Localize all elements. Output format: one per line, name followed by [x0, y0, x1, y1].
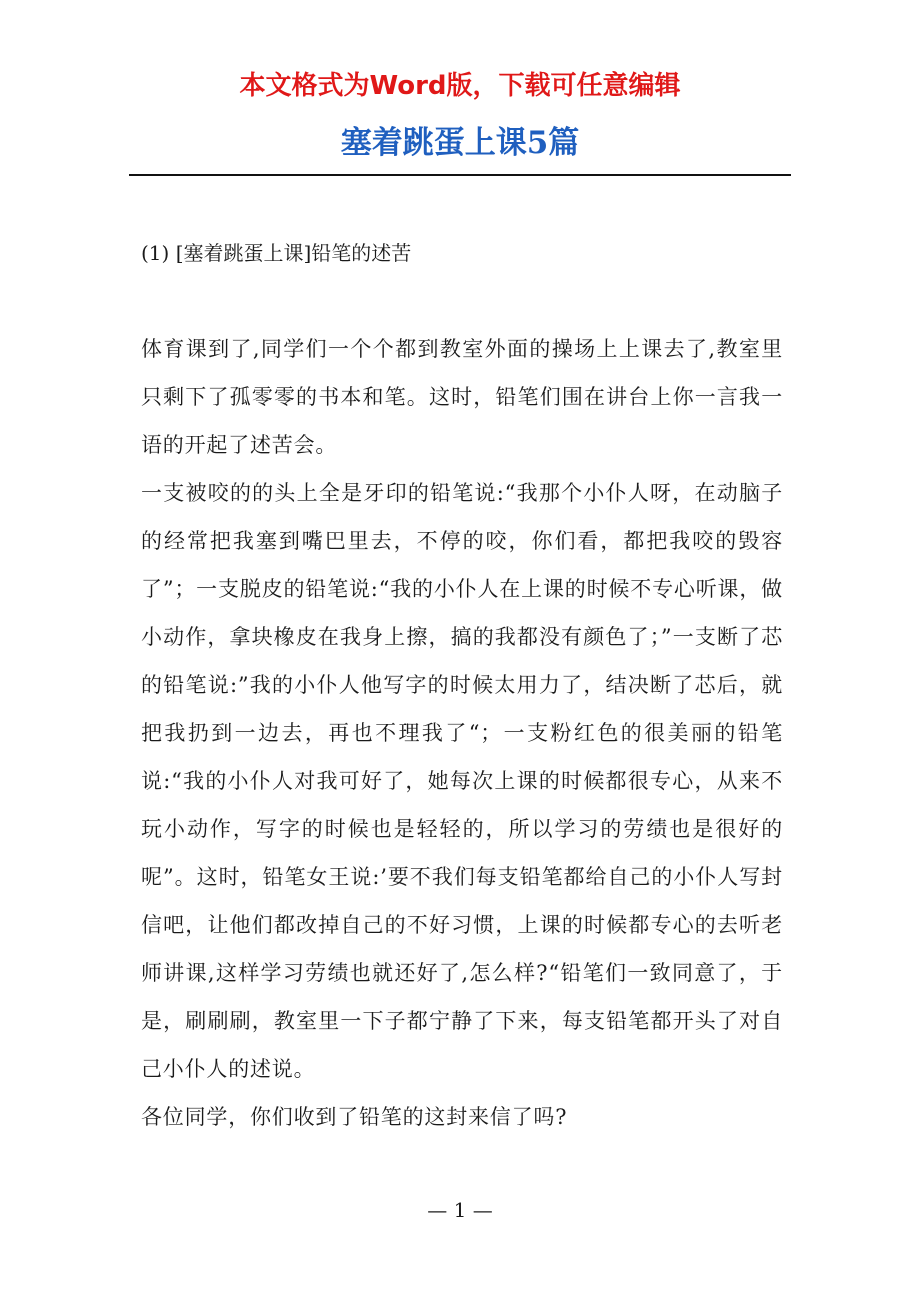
paragraph-closing: 各位同学，你们收到了铅笔的这封来信了吗?	[141, 1105, 568, 1129]
section-heading: (1) [塞着跳蛋上课]铅笔的述苦	[141, 241, 412, 265]
paragraph-intro: 体育课到了,同学们一个个都到教室外面的操场上上课去了,教室里只剩下了孤零零的书本和笔。这时，铅笔们围在讲台上你一言我一语的开起了述苦会。	[141, 337, 783, 457]
article-body	[141, 325, 783, 1141]
document-title: 塞着跳蛋上课5篇	[340, 125, 580, 161]
download-notice: 本文格式为Word版，下载可任意编辑	[239, 71, 681, 101]
page-number: — 1 —	[427, 1198, 493, 1222]
title-divider	[129, 174, 791, 176]
paragraph-pencils: 一支被咬的的头上全是牙印的铅笔说:“我那个小仆人呀，在动脑子的经常把我塞到嘴巴里去，不停的咬，你们看，都把我咬的毁容了”；一支脱皮的铅笔说:“我的小仆人在上课的时候不专心听课，做小动作，拿块橡皮在我身上擦，搞的我都没有颜色了；”一支断了芯的铅笔说:”我的小仆人他写字的时候太用力了，结决断了芯后，就把我扔到一边去，再也不理我了“；一支粉红色的很美丽的铅笔说:“我的小仆人对我可好了，她每次上课的时候都很专心，从来不玩小动作，写字的时候也是轻轻的，所以学习的劳绩也是很好的呢”。这时，铅笔女王说:’要不我们每支铅笔都给自己的小仆人写封信吧，让他们都改掉自己的不好习惯，上课的时候都专心的去听老师讲课,这样学习劳绩也就还好了,怎么样?“铅笔们一致同意了，于是，刷刷刷，教室里一下子都宁静了下来，每支铅笔都开头了对自己小仆人的述说。	[141, 481, 783, 1081]
